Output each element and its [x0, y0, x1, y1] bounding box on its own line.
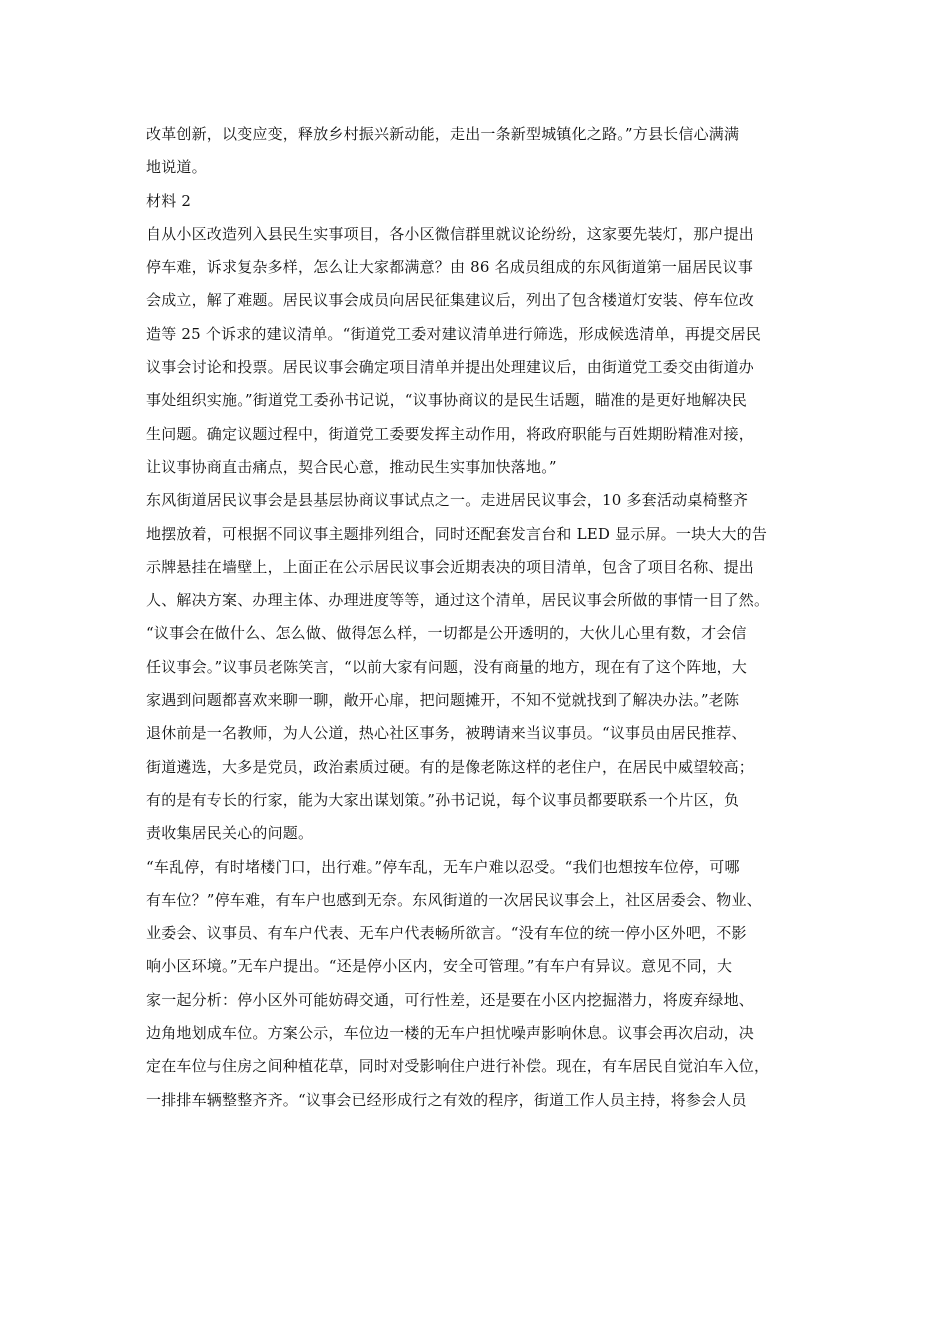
text-line: 业委会、议事员、有车户代表、无车户代表畅所欲言。“没有车位的统一停小区外吧，不影 [146, 924, 747, 943]
section-heading: 材料 2 [146, 191, 192, 210]
text-line: 响小区环境。”无车户提出。“还是停小区内，安全可管理。”有车户有异议。意见不同，大 [146, 957, 733, 976]
text-line: 有车位？”停车难，有车户也感到无奈。东风街道的一次居民议事会上，社区居委会、物业、 [146, 890, 762, 909]
document-body [146, 118, 826, 1117]
text-line: 地说道。 [146, 158, 207, 177]
text-line: 生问题。确定议题过程中，街道党工委要发挥主动作用，将政府职能与百姓期盼精准对接， [146, 424, 755, 443]
text-line: 事处组织实施。”街道党工委孙书记说，“议事协商议的是民生话题，瞄准的是更好地解决民 [146, 391, 748, 410]
text-line: 让议事协商直击痛点，契合民心意，推动民生实事加快落地。” [146, 457, 557, 476]
text-line: 家遇到问题都喜欢来聊一聊，敞开心扉，把问题摊开，不知不觉就找到了解决办法。”老陈 [146, 691, 740, 710]
text-line: 示牌悬挂在墙壁上，上面正在公示居民议事会近期表决的项目清单，包含了项目名称、提出 [146, 557, 755, 576]
text-line: 停车难，诉求复杂多样，怎么让大家都满意？由 86 名成员组成的东风街道第一届居民议事 [146, 258, 754, 277]
text-line: 会成立，解了难题。居民议事会成员向居民征集建议后，列出了包含楼道灯安装、停车位改 [146, 291, 755, 310]
text-line: 议事会讨论和投票。居民议事会确定项目清单并提出处理建议后，由街道党工委交由街道办 [146, 358, 755, 377]
text-line: 地摆放着，可根据不同议事主题排列组合，同时还配套发言台和 LED 显示屏。一块大大的告 [146, 524, 768, 543]
text-line: 一排排车辆整整齐齐。“议事会已经形成行之有效的程序，街道工作人员主持，将参会人员 [146, 1090, 747, 1109]
text-line: 退休前是一名教师，为人公道，热心社区事务，被聘请来当议事员。“议事员由居民推荐、 [146, 724, 747, 743]
text-line: “车乱停，有时堵楼门口，出行难。”停车乱，无车户难以忍受。“我们也想按车位停，可哪 [146, 857, 740, 876]
text-line: 有的是有专长的行家，能为大家出谋划策。”孙书记说，每个议事员都要联系一个片区，负 [146, 790, 740, 809]
text-line: 责收集居民关心的问题。 [146, 824, 314, 843]
text-line: 边角地划成车位。方案公示，车位边一楼的无车户担忧噪声影响休息。议事会再次启动，决 [146, 1024, 755, 1043]
text-line: 街道遴选，大多是党员，政治素质过硬。有的是像老陈这样的老住户，在居民中威望较高； [146, 757, 755, 776]
text-line: 东风街道居民议事会是县基层协商议事试点之一。走进居民议事会，10 多套活动桌椅整齐 [146, 491, 749, 510]
text-line: 造等 25 个诉求的建议清单。“街道党工委对建议清单进行筛选，形成候选清单，再提交居民 [146, 324, 761, 343]
text-line: 家一起分析：停小区外可能妨碍交通，可行性差，还是要在小区内挖掘潜力，将废弃绿地、 [146, 990, 755, 1009]
text-line: “议事会在做什么、怎么做、做得怎么样，一切都是公开透明的，大伙儿心里有数，才会信 [146, 624, 747, 643]
text-line: 人、解决方案、办理主体、办理进度等等，通过这个清单，居民议事会所做的事情一目了然。 [146, 591, 770, 610]
text-line: 改革创新，以变应变，释放乡村振兴新动能，走出一条新型城镇化之路。”方县长信心满满 [146, 125, 740, 143]
text-line: 任议事会。”议事员老陈笑言，“以前大家有问题，没有商量的地方，现在有了这个阵地，大 [146, 657, 748, 676]
text-line: 自从小区改造列入县民生实事项目，各小区微信群里就议论纷纷，这家要先装灯，那户提出 [146, 224, 755, 243]
text-line: 定在车位与住房之间种植花草，同时对受影响住户进行补偿。现在，有车居民自觉泊车入位， [146, 1057, 770, 1076]
